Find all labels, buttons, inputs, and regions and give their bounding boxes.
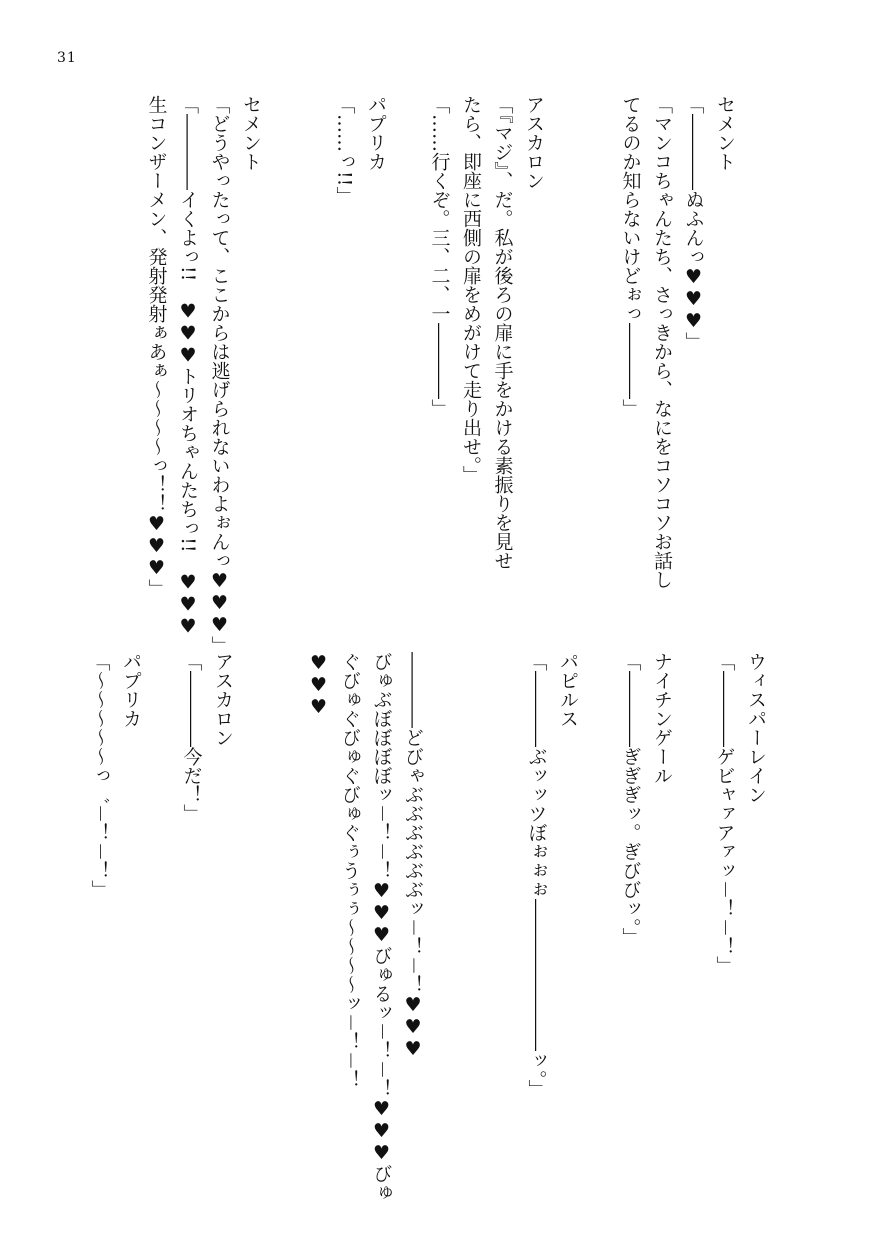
dialogue-line: たら、即座に西側の扉をめがけて走り出せ。」 [460, 95, 482, 485]
dialogue-block-whisperrain [708, 652, 771, 1192]
sound-effect-block [302, 652, 428, 1203]
speaker-name: アスカロン [523, 95, 545, 190]
speaker-name: パピルス [557, 652, 579, 728]
dialogue-line: 「――――ぬふんっ♥♥♥」 [682, 95, 705, 351]
dialogue-block-paprika-2 [83, 652, 146, 1192]
speaker-name: セメント [714, 95, 736, 171]
dialogue-block-cement-1 [614, 95, 740, 595]
dialogue-line: 「～～～～～っ゛－！－！」 [88, 652, 111, 900]
sound-effect-line: びゅぶぼぼぼぼッ－！－！♥♥♥びゅるッ－！－！♥♥♥びゅ [370, 652, 393, 1203]
speaker-name: アスカロン [212, 652, 234, 747]
speaker-name: ナイチンゲール [651, 652, 673, 785]
dialogue-line: 「マンコちゃんたち、さっきから、なにをコソコソお話し [651, 95, 673, 589]
page-number: 31 [57, 50, 77, 66]
dialogue-block-nightingale [614, 652, 677, 1192]
dialogue-line: 「……っ!!」 [333, 95, 356, 206]
dialogue-line: 「『マジ』、だ。私が後ろの扉に手をかける素振りを見せ [491, 95, 514, 570]
dialogue-line: 「――――今だ！」 [180, 652, 203, 823]
sound-effect-line: ♥♥♥ [307, 652, 330, 718]
dialogue-block-papyrus [520, 652, 583, 1192]
dialogue-line: 「――――ぎぎぎッ。ぎびびッ。」 [619, 652, 642, 947]
dialogue-line: てるのか知らないけどぉっ――――」 [619, 95, 642, 418]
dialogue-line: 「――――イくよっ!! ♥♥♥トリオちゃんたちっ!! ♥♥♥ [177, 95, 199, 638]
dialogue-block-ascalon-1 [423, 95, 549, 595]
speaker-name: パプリカ [365, 95, 387, 171]
speaker-name: セメント [240, 95, 262, 171]
sound-effect-line: ぐびゅぐびゅぐびゅぐぅうぅぅ～～～～ッ－！－！ [339, 652, 361, 1090]
dialogue-line: 「――――ゲビャァアァッ－！－！」 [713, 652, 736, 976]
dialogue-line: 「どうやったって、ここからは逃げられないわよぉんっ♥♥♥」 [208, 95, 231, 655]
dialogue-line: 「……行くぞ。三、二、一――――」 [428, 95, 451, 418]
dialogue-line: 「――――ぶッッツぼぉぉぉ――――――――ッ。」 [525, 652, 548, 1099]
sound-effect-line: ――――どびゃぶぶぶぶぶぶッ－！－！♥♥♥ [402, 652, 424, 1061]
dialogue-block-paprika-1 [328, 95, 391, 595]
dialogue-block-ascalon-2 [175, 652, 238, 1192]
dialogue-block-cement-2 [140, 95, 266, 655]
speaker-name: ウィスパーレイン [745, 652, 767, 804]
speaker-name: パプリカ [120, 652, 142, 728]
dialogue-line: 生コンザーメン、発射発射ぁあぁ～～～～っ！！♥♥♥」 [145, 95, 168, 598]
